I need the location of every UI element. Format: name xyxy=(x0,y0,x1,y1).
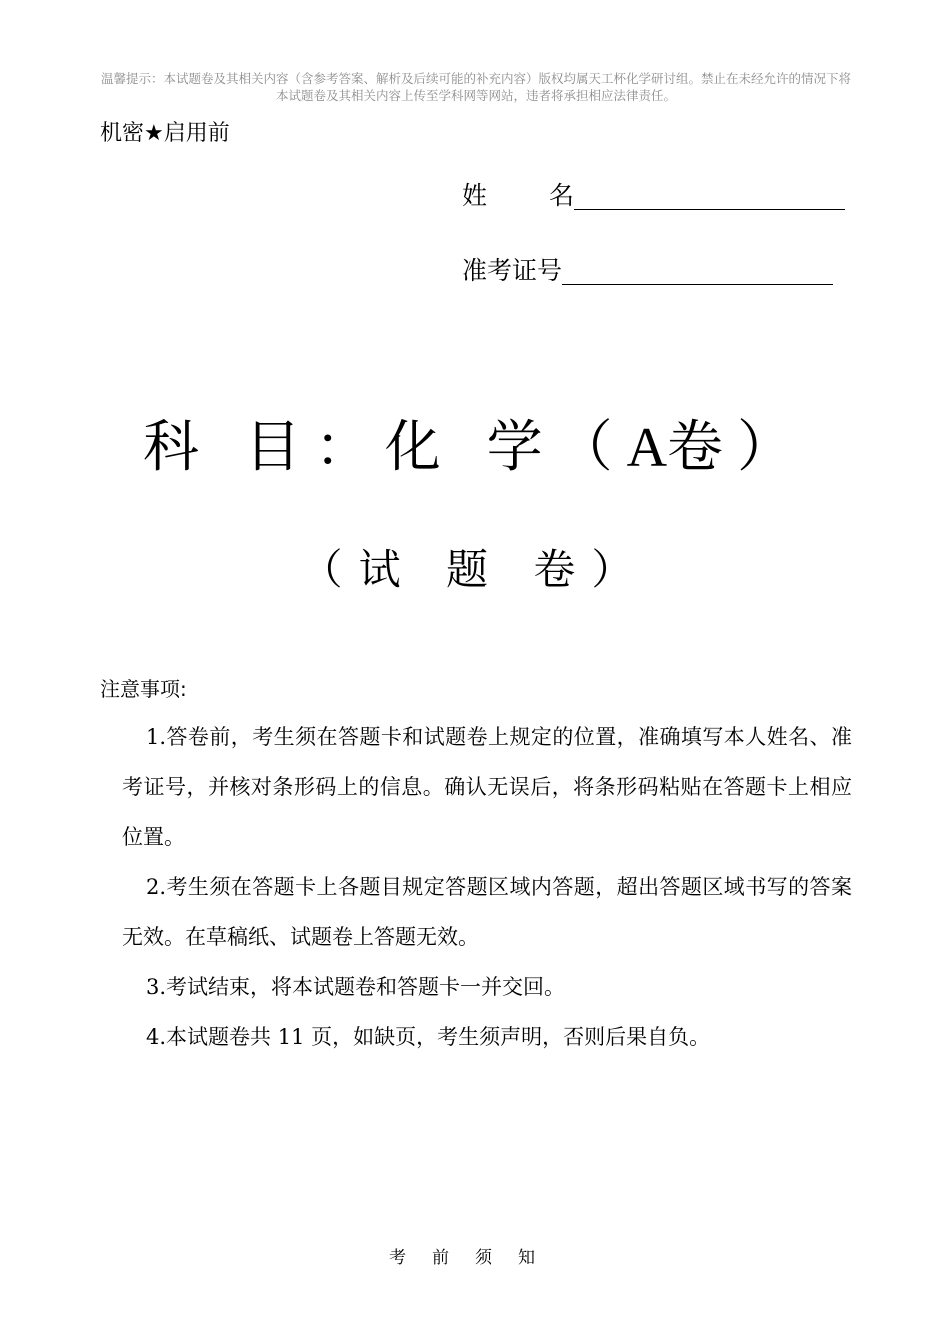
exam-id-input-line[interactable] xyxy=(562,258,833,285)
name-field-row xyxy=(462,176,845,216)
name-label-first: 姓 xyxy=(462,181,488,210)
exam-id-label: 准考证号 xyxy=(462,256,563,285)
copyright-notice: 温馨提示：本试题卷及其相关内容（含参考答案、解析及后续可能的补充内容）版权均属天工杯化学研讨组。禁止在未经允许的情况下将本试题卷及其相关内容上传至学科网等网站，违者将承担相应法律责任。 xyxy=(100,71,851,103)
subject-title xyxy=(0,412,950,484)
attention-item: 1.答卷前，考生须在答题卡和试题卷上规定的位置，准确填写本人姓名、准考证号，并核对条形码上的信息。确认无误后，将条形码粘贴在答题卡上相应位置。 xyxy=(122,725,852,849)
name-input-line[interactable] xyxy=(574,183,845,210)
subject-title-suffix: 卷） xyxy=(667,415,808,480)
paper-type-title: （试 题 卷） xyxy=(300,545,650,594)
attention-heading: 注意事项: xyxy=(100,677,187,701)
name-label-second: 名 xyxy=(549,181,575,210)
attention-item: 3.考试结束，将本试题卷和答题卡一并交回。 xyxy=(146,975,566,999)
subject-title-version: A xyxy=(626,417,668,479)
confidential-label: 机密★启用前 xyxy=(100,121,230,146)
attention-item: 4.本试题卷共 11 页，如缺页，考生须声明，否则后果自负。 xyxy=(146,1025,711,1049)
exam-id-field-row xyxy=(462,251,833,291)
page-footer: 考前须知 xyxy=(389,1248,561,1268)
subject-title-prefix: 科 目：化 学（ xyxy=(142,415,627,480)
attention-item: 2.考生须在答题卡上各题目规定答题区域内答题，超出答题区域书写的答案无效。在草稿纸、试题卷上答题无效。 xyxy=(122,875,852,949)
attention-list xyxy=(122,712,852,1062)
